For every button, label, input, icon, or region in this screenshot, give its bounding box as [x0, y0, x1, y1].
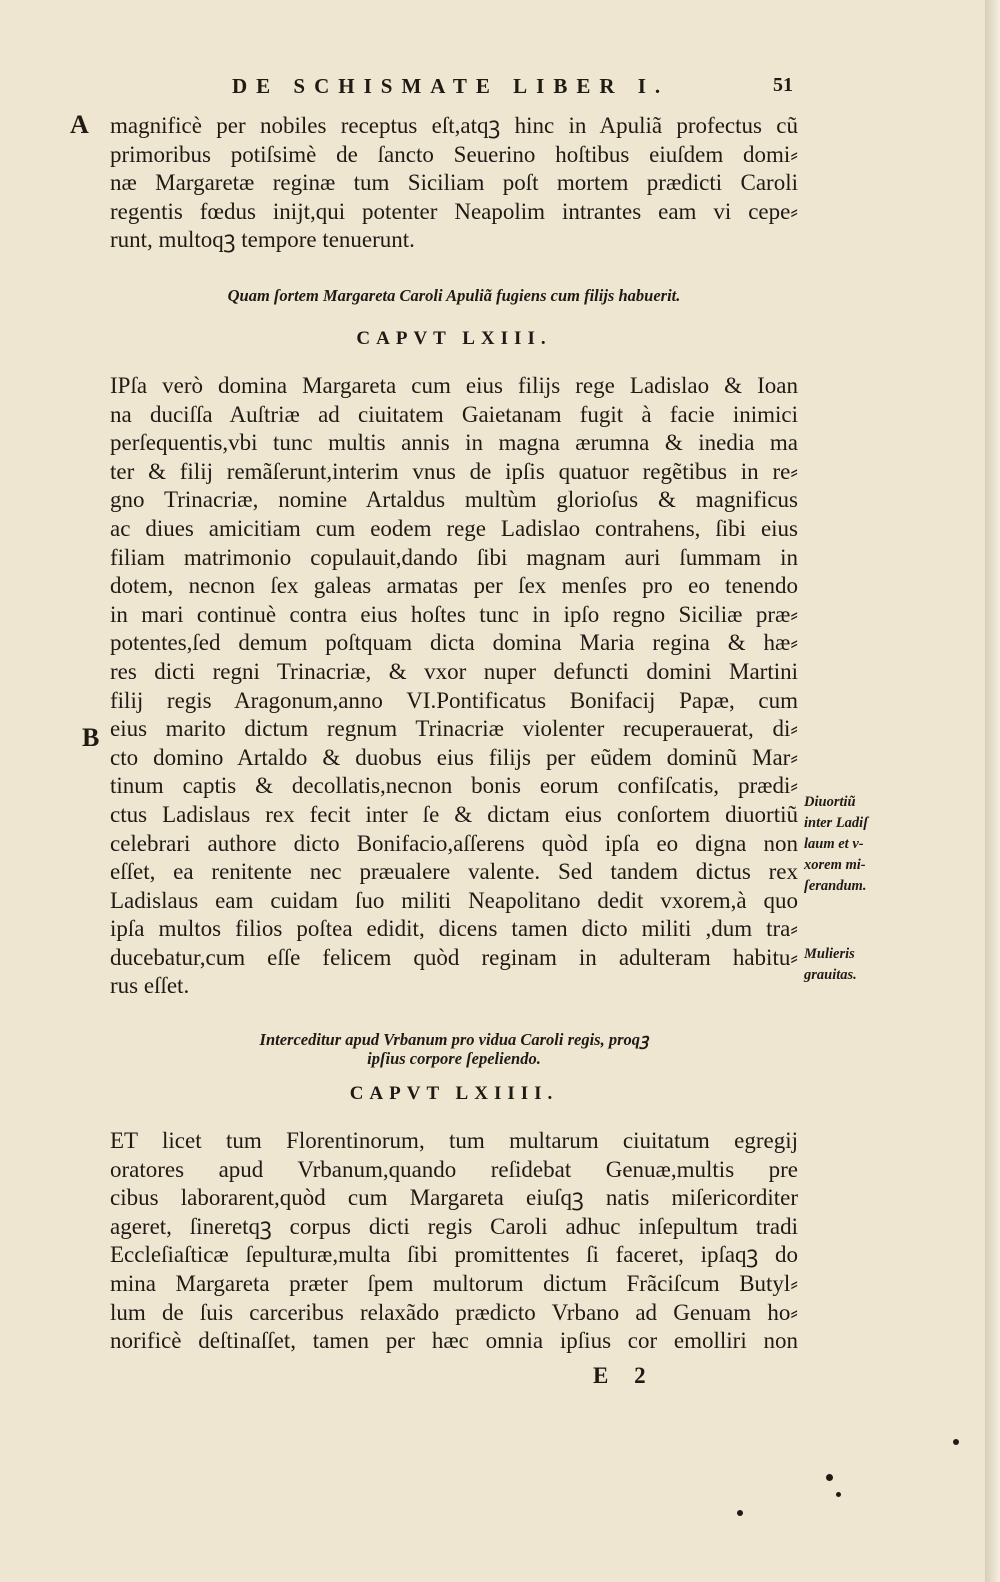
page-edge [985, 0, 1000, 1582]
text-line: cto domino Artaldo & duobus eius filijs per eũdem dominũ Mar⸗ [110, 744, 798, 770]
text-line: rus eſſet. [110, 973, 190, 999]
text-line: oratores apud Vrbanum,quando reſidebat Genuæ,multis pre [110, 1156, 798, 1182]
side-note-line: Mulieris [804, 946, 855, 962]
side-note-line: laum et v- [804, 836, 864, 852]
text-line: celebrari authore dicto Bonifacio,aſſerens quòd ipſa eo digna non [110, 830, 798, 856]
side-note-gravity [804, 944, 894, 986]
text-line: ageret, ſineretqꝫ corpus dicti regis Caroli adhuc inſepultum tradi [110, 1213, 798, 1239]
running-head: DE SCHISMATE LIBER I. [232, 74, 670, 98]
text-line: tinum captis & decollatis,necnon bonis eorum confiſcatis, prædi⸗ [110, 773, 798, 799]
text-block-2 [110, 372, 798, 1001]
side-note-line: grauitas. [804, 967, 857, 983]
text-line: potentes,ſed demum poſtquam dicta domina Maria regina & hæ⸗ [110, 630, 798, 656]
text-line: gno Trinacriæ, nomine Artaldus multùm glorioſus & magnificus [110, 487, 798, 513]
text-line: Eccleſiaſticæ ſepulturæ,multa ſibi promittentes ſi faceret, ipſaqꝫ do [110, 1242, 798, 1268]
side-note-line: Diuortiũ [804, 794, 856, 810]
text-line: na duciſſa Auſtriæ ad ciuitatem Gaietanam fugit à facie inimici [110, 401, 798, 427]
text-line: regentis fœdus inijt,qui potenter Neapolim intrantes eam vi cepe⸗ [110, 198, 798, 224]
text-line: filiam matrimonio copulauit,dando ſibi magnam auri ſummam in [110, 544, 798, 570]
signature-mark: E 2 [593, 1363, 656, 1388]
text-line: perſequentis,vbi tunc multis annis in magna ærumna & inedia ma [110, 430, 798, 456]
side-note-divorce [804, 792, 894, 897]
text-line: cibus laborarent,quòd cum Margareta eiuſqꝫ natis miſericorditer [110, 1185, 798, 1211]
text-line: res dicti regni Trinacriæ, & vxor nuper defuncti domini Martini [110, 658, 798, 684]
ink-speck [826, 1474, 833, 1481]
text-line: eius marito dictum regnum Trinacriæ violenter recuperauerat, di⸗ [110, 716, 798, 742]
text-line: runt, multoqꝫ tempore tenuerunt. [110, 227, 415, 253]
text-line: mina Margareta præter ſpem multorum dictum Frãciſcum Butyl⸗ [110, 1270, 798, 1296]
text-line: in mari continuè contra eius hoſtes tunc in ipſo regno Siciliæ præ⸗ [110, 601, 798, 627]
chapter-heading-63: Quam ſortem Margareta Caroli Apuliã fugiens cum filijs habuerit. [227, 286, 681, 305]
ink-speck [836, 1492, 841, 1497]
marginal-letter-b: B [82, 723, 100, 752]
text-line: ipſa multos filios poſtea edidit, dicens tamen dicto militi ,dum tra⸗ [110, 916, 798, 942]
chapter-heading-64-line-1: Interceditur apud Vrbanum pro vidua Caroli regis, proqꝫ [259, 1030, 649, 1049]
text-line: magnificè per nobiles receptus eſt,atqꝫ hinc in Apuliã profectus cũ [110, 113, 798, 138]
text-block-3 [110, 1127, 798, 1356]
text-line: Ladislaus eam cuidam ſuo militi Neapolitano dedit vxorem,à quo [110, 887, 798, 913]
text-line: ter & filij remãſerunt,interim vnus de ipſis quatuor regẽtibus in re⸗ [110, 458, 798, 484]
chapter-number-64: CAPVT LXIIII. [349, 1083, 559, 1104]
page-number: 51 [773, 74, 793, 96]
text-line: filij regis Aragonum,anno VI.Pontificatus Bonifacij Papæ, cum [110, 687, 798, 713]
text-line: næ Margaretæ reginæ tum Siciliam poſt mortem prædicti Caroli [110, 170, 798, 196]
ink-speck [953, 1439, 959, 1445]
side-note-line: xorem mi- [804, 857, 866, 873]
text-block-1 [110, 112, 798, 255]
marginal-letter-a: A [70, 110, 89, 139]
text-line: ET licet tum Florentinorum, tum multarum ciuitatum egregij [110, 1128, 798, 1153]
ink-speck [737, 1510, 743, 1516]
text-line: ac diues amicitiam cum eodem rege Ladislao contrahens, ſibi eius [110, 515, 798, 541]
text-line: norificè deſtinaſſet, tamen per hæc omnia ipſius cor emolliri non [110, 1328, 798, 1354]
chapter-heading-64-line-2: ipſius corpore ſepeliendo. [367, 1049, 541, 1068]
side-note-line: inter Ladiſ [804, 815, 869, 831]
side-note-line: ſerandum. [804, 878, 867, 894]
text-line: ducebatur,cum eſſe felicem quòd reginam in adulteram habitu⸗ [110, 944, 798, 970]
chapter-number-63: CAPVT LXIII. [356, 328, 552, 349]
text-line: lum de ſuis carceribus relaxãdo prædicto Vrbano ad Genuam ho⸗ [110, 1299, 798, 1325]
text-line: primoribus potiſsimè de ſancto Seuerino hoſtibus eiuſdem domi⸗ [110, 141, 798, 167]
text-line: ctus Ladislaus rex fecit inter ſe & dictam eius conſortem diuortiũ [110, 801, 798, 827]
text-line: IPſa verò domina Margareta cum eius filijs rege Ladislao & Ioan [110, 373, 798, 398]
text-line: eſſet, ea renitente nec præualere valente. Sed tandem dictus rex [110, 859, 798, 885]
text-line: dotem, necnon ſex galeas armatas per ſex menſes pro eo tenendo [110, 573, 798, 599]
